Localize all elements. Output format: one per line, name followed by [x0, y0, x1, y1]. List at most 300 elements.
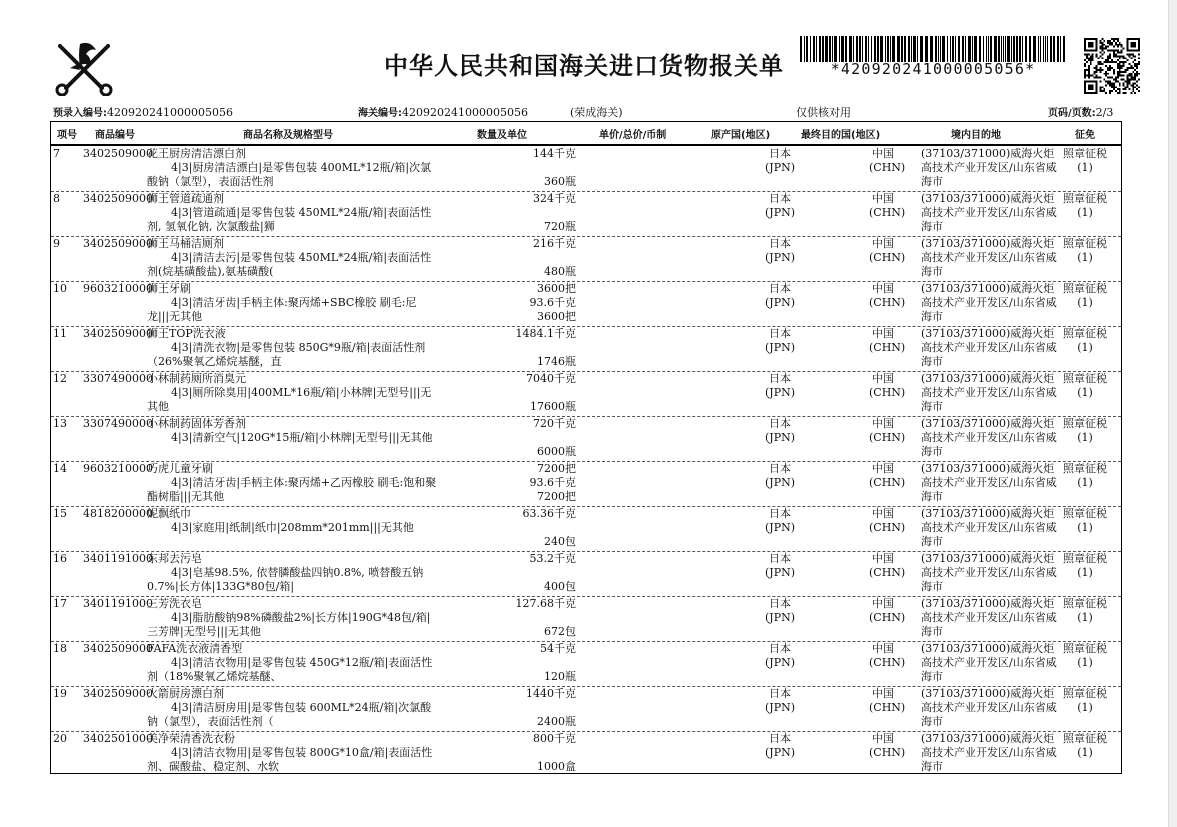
qr-module: [1134, 75, 1136, 77]
commodity-code: 3307490000: [83, 372, 153, 385]
qr-module: [1111, 38, 1113, 40]
qr-module: [1121, 79, 1123, 81]
qr-module: [1121, 75, 1123, 77]
levy-mode: 照章征税 (1): [1063, 552, 1107, 579]
quantity-secondary: 93.6千克: [529, 476, 576, 489]
origin-country: 日本 (JPN): [765, 507, 796, 534]
qr-module: [1117, 77, 1119, 79]
qr-module: [1105, 80, 1107, 82]
commodity-name: 狮王马桶洁厕剂: [147, 237, 224, 250]
qr-module: [1134, 59, 1136, 61]
qr-module: [1099, 77, 1101, 79]
qr-module: [1128, 53, 1130, 55]
item-index: 15: [53, 507, 67, 520]
qr-module: [1086, 69, 1088, 71]
barcode-bar: [862, 36, 863, 62]
barcode-bar: [952, 36, 954, 62]
qr-module: [1111, 90, 1113, 92]
destination-country: 中国 (CHN): [869, 597, 906, 624]
qr-module: [1088, 75, 1090, 77]
qr-module: [1121, 44, 1123, 46]
quantity-declared: 400包: [544, 580, 576, 593]
qr-module: [1136, 65, 1138, 67]
qr-module: [1084, 59, 1086, 61]
barcode-bar: [1011, 36, 1012, 62]
commodity-name: FAFA洗衣液清香型: [147, 642, 243, 655]
col-destination: 最终目的国(地区): [801, 130, 881, 141]
goods-table: [50, 121, 1122, 774]
qr-module: [1132, 88, 1134, 90]
qr-module: [1096, 77, 1098, 79]
table-row: [51, 686, 1121, 732]
qr-module: [1099, 46, 1101, 48]
barcode-bar: [942, 36, 945, 62]
qr-module: [1121, 55, 1123, 57]
barcode-bar: [1007, 36, 1010, 62]
qr-module: [1107, 82, 1109, 84]
table-row: [51, 506, 1121, 552]
barcode-bar: [917, 36, 918, 62]
table-row: [51, 596, 1121, 642]
table-row: [51, 461, 1121, 507]
qr-module: [1136, 84, 1138, 86]
qr-module: [1119, 75, 1121, 77]
qr-module: [1123, 65, 1125, 67]
origin-country: 日本 (JPN): [765, 732, 796, 759]
domestic-destination: (37103/371000)威海火炬高技术产业开发区/山东省威海市: [921, 192, 1057, 233]
barcode-bar: [1043, 36, 1044, 62]
origin-country: 日本 (JPN): [765, 552, 796, 579]
table-row: [51, 371, 1121, 417]
qr-module: [1096, 75, 1098, 77]
qr-module: [1109, 44, 1111, 46]
levy-mode: 照章征税 (1): [1063, 642, 1107, 669]
barcode-bar: [880, 36, 883, 62]
commodity-code: 3402509000: [83, 237, 153, 250]
commodity-spec: 4|3|家庭用|纸制|纸巾|208mm*201mm|||无其他: [171, 521, 414, 534]
qr-module: [1111, 42, 1113, 44]
barcode-bar: [988, 36, 989, 62]
col-levy: 征免: [1075, 130, 1095, 141]
table-row: [51, 146, 1121, 192]
qr-module: [1099, 88, 1101, 90]
qr-module: [1086, 57, 1088, 59]
customs-emblem-icon: [50, 38, 118, 96]
qr-module: [1130, 65, 1132, 67]
col-district: 境内目的地: [951, 130, 1001, 141]
origin-country: 日本 (JPN): [765, 597, 796, 624]
qr-module: [1119, 71, 1121, 73]
qr-module: [1109, 82, 1111, 84]
qr-module: [1088, 59, 1090, 61]
col-index: 项号: [57, 130, 77, 141]
quantity-primary: 720千克: [533, 417, 576, 430]
domestic-destination: (37103/371000)威海火炬高技术产业开发区/山东省威海市: [921, 417, 1057, 458]
qr-module: [1084, 63, 1086, 65]
qr-module: [1138, 79, 1140, 81]
qr-module: [1084, 53, 1086, 55]
origin-country: 日本 (JPN): [765, 282, 796, 309]
qr-module: [1101, 38, 1103, 40]
barcode-bar: [1001, 36, 1002, 62]
col-name: 商品名称及规格型号: [243, 130, 333, 141]
levy-mode: 照章征税 (1): [1063, 147, 1107, 174]
qr-module: [1084, 71, 1086, 73]
qr-module: [1123, 57, 1125, 59]
qr-module: [1138, 63, 1140, 65]
barcode-bar: [974, 36, 977, 62]
commodity-code: 3402501000: [83, 732, 153, 745]
origin-country: 日本 (JPN): [765, 642, 796, 669]
qr-module: [1115, 80, 1117, 82]
qr-module: [1136, 88, 1138, 90]
origin-country: 日本 (JPN): [765, 462, 796, 489]
destination-country: 中国 (CHN): [869, 327, 906, 354]
levy-mode: 照章征税 (1): [1063, 192, 1107, 219]
qr-module: [1098, 69, 1100, 71]
item-index: 9: [53, 237, 60, 250]
qr-module: [1121, 46, 1123, 48]
qr-module: [1096, 53, 1098, 55]
table-row: [51, 731, 1121, 776]
commodity-name: 小林制药固体芳香剂: [147, 417, 246, 430]
item-index: 12: [53, 372, 67, 385]
barcode-bar: [983, 36, 984, 62]
commodity-spec: 4|3|清洁去污|是零售包装 450ML*24瓶/箱|表面活性剂(烷基磺酸盐),氨基磺酸(: [147, 251, 432, 278]
qr-module: [1125, 57, 1127, 59]
qr-module: [1126, 77, 1128, 79]
commodity-spec: 4|3|清洗衣物|是零售包装 850G*9瓶/箱|表面活性剂（26%聚氧乙烯烷基醚，直: [147, 341, 426, 368]
qr-module: [1113, 86, 1115, 88]
item-index: 14: [53, 462, 67, 475]
destination-country: 中国 (CHN): [869, 687, 906, 714]
qr-module: [1115, 77, 1117, 79]
qr-module: [1130, 77, 1132, 79]
qr-module: [1099, 52, 1101, 54]
qr-module: [1092, 57, 1094, 59]
qr-module: [1134, 55, 1136, 57]
qr-module: [1090, 59, 1092, 61]
item-index: 17: [53, 597, 67, 610]
barcode-bar: [856, 36, 858, 62]
qr-module: [1113, 69, 1115, 71]
commodity-name: 花王厨房清洁漂白剂: [147, 147, 246, 160]
qr-module: [1101, 48, 1103, 50]
qr-module: [1099, 86, 1101, 88]
qr-module: [1092, 59, 1094, 61]
qr-module: [1096, 69, 1098, 71]
table-row: [51, 236, 1121, 282]
qr-module: [1130, 67, 1132, 69]
qr-module: [1101, 42, 1103, 44]
commodity-spec: 4|3|清洁牙齿|手柄主体:聚丙烯+乙丙橡胶 刷毛:饱和聚酯树脂|||无其他: [147, 476, 437, 503]
qr-module: [1115, 61, 1117, 63]
barcode-bar: [829, 36, 831, 62]
item-index: 8: [53, 192, 60, 205]
qr-module: [1101, 44, 1103, 46]
barcode-bar: [871, 36, 872, 62]
qr-module: [1130, 79, 1132, 81]
qr-module: [1105, 75, 1107, 77]
qr-module: [1132, 82, 1134, 84]
qr-module: [1138, 53, 1140, 55]
qr-module: [1086, 75, 1088, 77]
qr-module: [1117, 46, 1119, 48]
qr-module: [1098, 77, 1100, 79]
qr-module: [1117, 63, 1119, 65]
qr-module: [1119, 92, 1121, 94]
qr-module: [1123, 71, 1125, 73]
qr-module: [1119, 88, 1121, 90]
qr-module: [1113, 71, 1115, 73]
barcode-bar: [990, 36, 992, 62]
qr-module: [1096, 67, 1098, 69]
table-row: [51, 416, 1121, 462]
commodity-code: 4818200000: [83, 507, 153, 520]
qr-module: [1130, 42, 1136, 48]
qr-module: [1096, 55, 1098, 57]
origin-country: 日本 (JPN): [765, 192, 796, 219]
item-index: 20: [53, 732, 67, 745]
qr-module: [1099, 90, 1101, 92]
destination-country: 中国 (CHN): [869, 642, 906, 669]
barcode-bar: [832, 36, 833, 62]
quantity-declared: 3600把: [537, 310, 576, 323]
commodity-code: 3402509000: [83, 327, 153, 340]
qr-module: [1092, 75, 1094, 77]
qr-module: [1123, 75, 1125, 77]
qr-module: [1128, 63, 1130, 65]
barcode-bar: [849, 36, 852, 62]
barcode-bar: [994, 36, 997, 62]
barcode-bar: [885, 36, 886, 62]
qr-module: [1115, 44, 1117, 46]
qr-module: [1084, 69, 1086, 71]
barcode-bar: [806, 36, 808, 62]
qr-module: [1099, 61, 1101, 63]
qr-module: [1107, 80, 1109, 82]
qr-module: [1136, 75, 1138, 77]
destination-country: 中国 (CHN): [869, 282, 906, 309]
item-index: 7: [53, 147, 60, 160]
qr-module: [1134, 82, 1136, 84]
barcode-bar: [947, 36, 948, 62]
barcode-bar: [986, 36, 987, 62]
page-number: 页码/页数:2/3: [1048, 106, 1114, 119]
quantity-declared: 360瓶: [544, 175, 576, 188]
qr-module: [1088, 65, 1090, 67]
quantity-declared: 120瓶: [544, 670, 576, 683]
qr-module: [1113, 53, 1115, 55]
verify-note: 仅供核对用: [796, 106, 851, 119]
qr-module: [1126, 67, 1128, 69]
qr-module: [1090, 75, 1092, 77]
barcode-bar: [1057, 36, 1059, 62]
qr-module: [1107, 73, 1109, 75]
qr-module: [1088, 57, 1090, 59]
levy-mode: 照章征税 (1): [1063, 327, 1107, 354]
commodity-name: 狮王牙刷: [147, 282, 191, 295]
commodity-name: 狮王TOP洗衣液: [147, 327, 226, 340]
quantity-primary: 1440千克: [526, 687, 576, 700]
barcode-bar: [955, 36, 956, 62]
qr-module: [1088, 84, 1094, 90]
qr-module: [1117, 73, 1119, 75]
qr-module: [1117, 80, 1119, 82]
qr-module: [1123, 88, 1125, 90]
qr-module: [1099, 67, 1101, 69]
qr-module: [1109, 92, 1111, 94]
levy-mode: 照章征税 (1): [1063, 462, 1107, 489]
commodity-name: 美净荣清香洗衣粉: [147, 732, 235, 745]
commodity-spec: 4|3|清洁衣物用|是零售包装 800G*10盒/箱|表面活性剂、碳酸盐、稳定剂、水软: [147, 746, 433, 773]
qr-module: [1107, 55, 1109, 57]
qr-module: [1109, 80, 1111, 82]
quantity-declared: 6000瓶: [537, 445, 576, 458]
table-row: [51, 641, 1121, 687]
qr-module: [1109, 65, 1111, 67]
qr-module: [1119, 63, 1121, 65]
qr-module: [1084, 73, 1086, 75]
qr-module: [1086, 55, 1088, 57]
barcode-bar: [853, 36, 854, 62]
qr-module: [1117, 50, 1119, 52]
qr-module: [1111, 84, 1113, 86]
qr-module: [1128, 79, 1130, 81]
qr-module: [1094, 71, 1096, 73]
barcode-bar: [972, 36, 973, 62]
quantity-primary: 3600把: [537, 282, 576, 295]
qr-module: [1132, 67, 1134, 69]
commodity-name: 三芳洗衣皂: [147, 597, 202, 610]
barcode-bar: [841, 36, 844, 62]
qr-module: [1099, 63, 1101, 65]
commodity-spec: 4|3|脂肪酸钠98%磷酸盐2%|长方体|190G*48包/箱|三芳牌|无型号|||无其他: [147, 611, 431, 638]
qr-module: [1132, 86, 1134, 88]
item-index: 13: [53, 417, 67, 430]
commodity-code: 3401191000: [83, 552, 153, 565]
barcode-bar: [1005, 36, 1006, 62]
qr-module: [1103, 52, 1105, 54]
qr-module: [1099, 69, 1101, 71]
qr-module: [1094, 73, 1096, 75]
qr-module: [1111, 61, 1113, 63]
destination-country: 中国 (CHN): [869, 732, 906, 759]
qr-module: [1109, 55, 1111, 57]
qr-module: [1107, 61, 1109, 63]
barcode-bar: [925, 36, 928, 62]
qr-module: [1138, 90, 1140, 92]
commodity-spec: 4|3|清新空气|120G*15瓶/箱|小林牌|无型号|||无其他: [171, 431, 433, 444]
qr-module: [1099, 40, 1101, 42]
page-title: 中华人民共和国海关进口货物报关单: [384, 52, 784, 80]
scrollbar[interactable]: [1168, 0, 1177, 827]
destination-country: 中国 (CHN): [869, 372, 906, 399]
barcode-text: *420920241000005056*: [830, 60, 1036, 78]
quantity-primary: 800千克: [533, 732, 576, 745]
qr-module: [1113, 40, 1115, 42]
barcode-bar: [968, 36, 971, 62]
qr-module: [1111, 50, 1113, 52]
qr-module: [1115, 79, 1117, 81]
barcode-bar: [845, 36, 847, 62]
qr-module: [1119, 69, 1121, 71]
qr-module: [1099, 71, 1101, 73]
domestic-destination: (37103/371000)威海火炬高技术产业开发区/山东省威海市: [921, 282, 1057, 323]
qr-module: [1130, 73, 1132, 75]
levy-mode: 照章征税 (1): [1063, 687, 1107, 714]
qr-module: [1113, 50, 1115, 52]
quantity-primary: 127.68千克: [515, 597, 576, 610]
qr-module: [1126, 69, 1128, 71]
commodity-code: 3402509000: [83, 147, 153, 160]
qr-module: [1107, 59, 1109, 61]
qr-module: [1103, 73, 1105, 75]
barcode-bar: [810, 36, 811, 62]
barcode-bar: [940, 36, 941, 62]
qr-module: [1119, 61, 1121, 63]
qr-module: [1115, 42, 1117, 44]
qr-module: [1130, 84, 1132, 86]
qr-module: [1113, 46, 1115, 48]
qr-module: [1103, 44, 1105, 46]
barcode-bar: [890, 36, 891, 62]
barcode-bar: [1047, 36, 1048, 62]
qr-module: [1132, 55, 1134, 57]
barcode-bar: [998, 36, 1000, 62]
origin-country: 日本 (JPN): [765, 237, 796, 264]
commodity-spec: 4|3|厨房清洁漂白|是零售包装 400ML*12瓶/箱|次氯酸钠（氯型），表面活性剂: [147, 161, 432, 188]
barcode-bar: [1003, 36, 1004, 62]
qr-module: [1107, 46, 1109, 48]
commodity-code: 3402509000: [83, 687, 153, 700]
table-header: [51, 122, 1121, 146]
barcode-bar: [825, 36, 828, 62]
item-index: 19: [53, 687, 67, 700]
qr-module: [1099, 42, 1101, 44]
commodity-name: 小林制药厕所消臭元: [147, 372, 246, 385]
qr-module: [1117, 88, 1119, 90]
qr-module: [1128, 75, 1130, 77]
qr-module: [1119, 44, 1121, 46]
qr-module: [1132, 84, 1134, 86]
quantity-declared: 720瓶: [544, 220, 576, 233]
table-row: [51, 281, 1121, 327]
qr-module: [1130, 75, 1132, 77]
barcode-bar: [962, 36, 964, 62]
qr-module: [1099, 55, 1101, 57]
qr-module: [1138, 86, 1140, 88]
commodity-spec: 4|3|清洁厨房用|是零售包装 600ML*24瓶/箱|次氯酸钠（氯型），表面活性剂（: [147, 701, 432, 728]
qr-module: [1109, 50, 1111, 52]
qr-module: [1084, 77, 1086, 79]
qr-module: [1119, 82, 1121, 84]
qr-module: [1138, 61, 1140, 63]
qr-module: [1121, 67, 1123, 69]
qr-module: [1101, 53, 1103, 55]
qr-module: [1105, 46, 1107, 48]
qr-module: [1132, 71, 1134, 73]
qr-module: [1107, 42, 1109, 44]
qr-module: [1119, 57, 1121, 59]
qr-module: [1121, 71, 1123, 73]
qr-module: [1109, 40, 1111, 42]
qr-module: [1130, 92, 1132, 94]
qr-module: [1105, 61, 1107, 63]
qr-module: [1088, 69, 1090, 71]
qr-module: [1121, 65, 1123, 67]
qr-module: [1101, 90, 1103, 92]
